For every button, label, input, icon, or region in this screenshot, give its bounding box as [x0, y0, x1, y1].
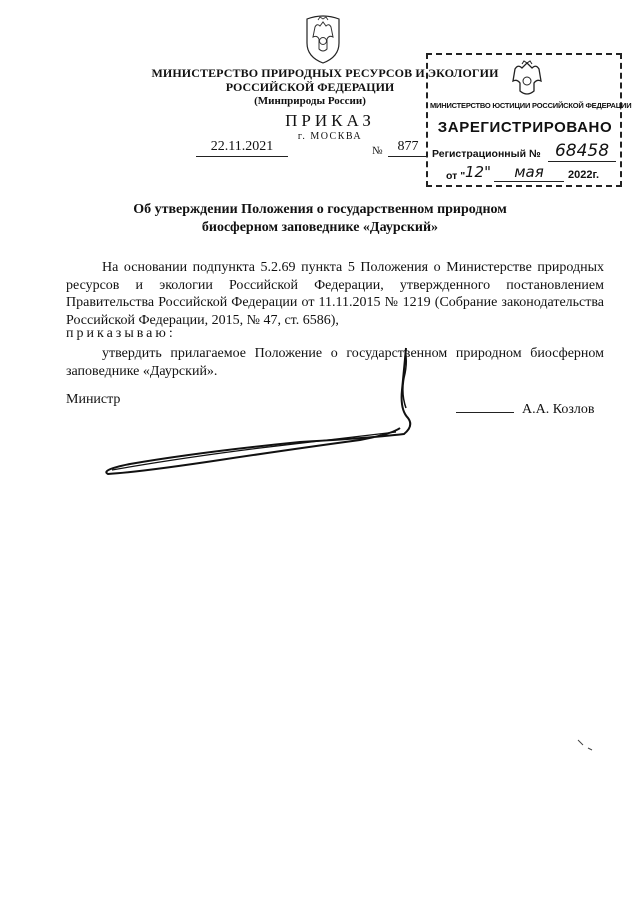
stamp-year: 2022г.	[568, 169, 600, 181]
stamp-month: мая	[494, 163, 564, 182]
stamp-reg-number: 68458	[548, 141, 616, 162]
stamp-emblem-icon	[510, 59, 544, 99]
ministry-short-name: (Минприроды России)	[254, 95, 366, 107]
stamp-date-prefix: от "	[446, 170, 466, 182]
signer-position: Министр	[66, 392, 121, 407]
coat-of-arms-icon	[303, 13, 343, 65]
stamp-day: 12"	[465, 163, 491, 181]
registration-stamp	[426, 53, 632, 187]
order-doc-type: ПРИКАЗ	[285, 111, 375, 130]
order-date: 22.11.2021	[196, 139, 288, 157]
ministry-name-line1: МИНИСТЕРСТВО ПРИРОДНЫХ РЕСУРСОВ И ЭКОЛОГИИ	[151, 66, 499, 80]
order-city: г. МОСКВА	[297, 131, 363, 142]
ministry-name-line2: РОССИЙСКОЙ ФЕДЕРАЦИИ	[225, 80, 395, 94]
order-number: 877	[388, 139, 428, 157]
order-number-sign: №	[372, 145, 383, 157]
body-paragraph-approve: утвердить прилагаемое Положение о государственном природном биосферном заповеднике «Даурский».	[66, 346, 604, 379]
order-directive-word: приказываю:	[66, 326, 176, 341]
body-paragraph-basis: На основании подпункта 5.2.69 пункта 5 Положения о Министерстве природных ресурсов и экологии Российской Федерации, утвержденного постановлением Правительства Российской Федерации от 11.11.2015 № 1219 (Собрание законодательства Российской Федерации, 2015, № 47, ст. 6586),	[66, 260, 604, 328]
stamp-registered-label: ЗАРЕГИСТРИРОВАНО	[437, 119, 613, 136]
order-title: Об утверждении Положения о государственном природном биосферном заповеднике «Даурский»	[133, 202, 507, 235]
stamp-ministry-name: МИНИСТЕРСТВО ЮСТИЦИИ РОССИЙСКОЙ ФЕДЕРАЦИИ	[430, 101, 632, 110]
signer-name: А.А. Козлов	[522, 402, 595, 417]
signature-line	[456, 412, 514, 413]
stamp-reg-number-label: Регистрационный №	[432, 148, 541, 160]
